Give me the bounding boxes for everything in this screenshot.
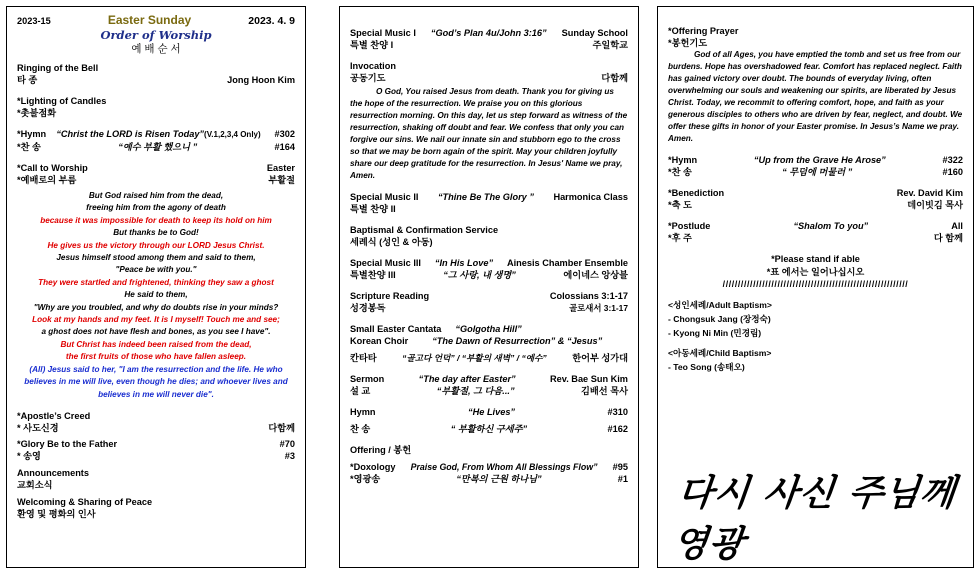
announcements-item: Announcements	[17, 467, 89, 478]
child-baptism-person: - Teo Song (송태오)	[668, 362, 745, 372]
sermon-title: “The day after Easter”	[418, 374, 516, 384]
apostles-creed-item: *Apostle’s Creed	[17, 410, 91, 421]
scripture-line: But Christ has indeed been raised from the dead,	[60, 339, 252, 349]
service-title: Easter Sunday	[107, 13, 192, 27]
announcements-korean: 교회소식	[17, 479, 53, 490]
candles-korean: *촛불점화	[17, 108, 57, 118]
benediction-korean: *축 도 데이빗김 목사	[668, 200, 963, 210]
scripture-line: the first fruits of those who have fallen asleep.	[65, 352, 247, 362]
hymn-korean-row: *찬 송 “예수 부활 했으니 ” #164	[17, 142, 295, 152]
child-baptism-header: <아동세례/Child Baptism>	[668, 348, 772, 358]
order-korean-heading: 예 배 순 서	[131, 43, 181, 55]
cantata-choir-row: Korean Choir “The Dawn of Resurrection” & “Jesus”	[350, 336, 603, 346]
scripture-reading-item: Scripture Reading Colossians 3:1-17	[350, 291, 628, 301]
call-to-worship-korean: *예배로의 부름 부활절	[17, 175, 295, 185]
bulletin-number: 2023-15	[17, 16, 51, 26]
hymn-item-3: *Hymn “Up from the Grave He Arose” #322	[668, 155, 963, 165]
adult-baptism-person: - Chongsuk Jang (장정숙)	[668, 314, 771, 324]
postlude-korean: *후 주 다 함께	[668, 233, 963, 243]
cantata-item: Small Easter Cantata “Golgotha Hill”	[350, 324, 522, 334]
sermon-korean: 설 교 “부활절, 그 다음...” 김배선 목사	[350, 386, 628, 396]
hymn-verses: (V.1,2,3,4 Only)	[204, 130, 261, 139]
service-date: 2023. 4. 9	[248, 15, 295, 27]
doxology-item: *Doxology Praise God, From Whom All Blessings Flow” #95	[350, 462, 628, 472]
candles-item: *Lighting of Candles	[17, 96, 107, 106]
call-to-worship-item: *Call to Worship Easter	[17, 163, 295, 173]
hymn-3-korean: *찬 송 “ 무덤에 머물러 ” #160	[668, 167, 963, 177]
special-music-1-title: “God’s Plan 4u/John 3:16”	[430, 28, 547, 38]
scripture-line: (All) Jesus said to her, "I am the resurrection and the life. He who	[29, 364, 283, 374]
special-music-2-title: “Thine Be The Glory ”	[437, 192, 534, 202]
closing-hymn-item: Hymn “He Lives” #310	[350, 407, 628, 417]
bulletin-panel-closing	[657, 6, 974, 568]
special-music-2-korean: 특별 찬양 II	[350, 204, 396, 214]
hymn-korean-number: #164	[274, 142, 295, 152]
doxology-korean: *영광송 “만복의 근원 하나님” #1	[350, 474, 628, 484]
scripture-line: believes in me will live, even though he dies; and whoever lives and	[24, 377, 288, 387]
cantata-korean: 칸타타 “골고다 언덕” / “부활의 새벽” / “예수” 한어부 성가대	[350, 353, 628, 363]
special-music-2-item: Special Music II “Thine Be The Glory ” Harmonica Class	[350, 192, 628, 202]
hymn-item: *Hymn “Christ the LORD is Risen Today”(V.1,2,3,4 Only) #302	[17, 129, 295, 139]
cantata-title-1: “Golgotha Hill”	[455, 324, 522, 334]
scripture-line: believes in me will never die".	[98, 389, 214, 399]
offering-item: Offering / 봉헌	[350, 445, 412, 455]
gloria-korean: * 송영 #3	[17, 450, 295, 461]
stand-note: *Please stand if able	[771, 254, 860, 264]
scripture-line: But thanks be to God!	[113, 228, 199, 238]
bulletin-panel-order-of-worship	[6, 6, 306, 568]
special-music-3-item: Special Music III “In His Love” Ainesis Chamber Ensemble	[350, 258, 628, 268]
baptism-korean: 세례식 (성인 & 아동)	[350, 237, 433, 247]
special-music-3-title: “In His Love”	[434, 258, 494, 268]
hymn-number: #302	[274, 129, 295, 139]
special-music-1-korean: 특별 찬양 I 주일학교	[350, 40, 628, 50]
preacher: Rev. Bae Sun Kim	[550, 374, 628, 384]
stand-note-korean: *표 에서는 일어나십시오	[766, 267, 865, 277]
bulletin-panel-middle	[339, 6, 639, 568]
bulletin-header	[17, 13, 295, 28]
invocation-item: Invocation	[350, 61, 396, 71]
scripture-line: Look at my hands and my feet. It is I myself! Touch me and see;	[32, 315, 280, 325]
divider-slashes: /////////////////////////////////////////////////////////////	[722, 279, 909, 289]
scripture-line: a ghost does not have flesh and bones, as you see I have".	[41, 327, 271, 337]
scripture-line: He gives us the victory through our LORD Jesus Christ.	[47, 240, 265, 250]
baptism-item: Baptismal & Confirmation Service	[350, 225, 499, 235]
adult-baptism-person: - Kyong Ni Min (민경림)	[668, 328, 762, 338]
order-of-worship-heading: Order of Worship	[100, 28, 212, 42]
scripture-line: They were startled and frightened, thinking they saw a ghost	[38, 277, 274, 287]
scripture-line: He said to them,	[124, 290, 188, 300]
scripture-line: Jesus himself stood among them and said to them,	[56, 253, 256, 263]
scripture-line: because it was impossible for death to keep its hold on him	[40, 215, 272, 225]
scripture-reading-korean: 성경봉독 골로새서 3:1-17	[350, 303, 628, 313]
scripture-line: "Why are you troubled, and why do doubts rise in your minds?	[33, 302, 279, 312]
sermon-item: Sermon “The day after Easter” Rev. Bae Sun Kim	[350, 374, 628, 384]
postlude-item: *Postlude “Shalom To you” All	[668, 221, 963, 231]
hymn-title: “Christ the LORD is Risen Today”	[56, 129, 205, 139]
invocation-korean: 공동기도 다함께	[350, 73, 628, 83]
scripture-line: freeing him from the agony of death	[86, 203, 226, 213]
adult-baptism-header: <성인세례/Adult Baptism>	[668, 300, 772, 310]
offering-prayer-text: God of all Ages, you have emptied the tomb and set us free from our burdens. Hope has overshadowed fear. Comfort has replaced neglect. Faith has gained victory over doubt. The bounds of everyday living, often overwhelming our souls and weakening our spirits, are liberated by Jesus Christ. Today, we recommit to offering comfort, hope, and faith as your generous disciples to others who are driven by fear, neglect, and doubt. We offer these gifts in honor of your Easter promise. In Jesus’s Name we pray. Amen.	[668, 50, 963, 143]
special-music-3-korean: 특별찬양 III “그 사랑, 내 생명” 에이네스 앙상블	[350, 270, 628, 280]
hymn-korean-title: “예수 부활 했으니 ”	[118, 142, 198, 152]
hymn-3-title: “Up from the Grave He Arose”	[753, 155, 886, 165]
gloria-item: *Glory Be to the Father #70	[17, 438, 295, 449]
closing-hymn-korean: 찬 송 “ 부활하신 구세주” #162	[350, 424, 628, 434]
welcome-korean: 환영 및 평화의 인사	[17, 508, 96, 519]
benediction-item: *Benediction Rev. David Kim	[668, 188, 963, 198]
cantata-title-2: “The Dawn of Resurrection” & “Jesus”	[432, 336, 603, 346]
bell-item: Ringing of the Bell	[17, 63, 99, 73]
scripture-line: "Peace be with you."	[115, 265, 197, 275]
apostles-creed-korean: * 사도신경 다함께	[17, 422, 295, 433]
bell-person: Jong Hoon Kim	[227, 75, 295, 85]
call-to-worship-scripture	[17, 190, 295, 401]
bell-korean-row: 타 종 Jong Hoon Kim	[17, 75, 295, 85]
offering-prayer-item: *Offering Prayer	[668, 26, 739, 36]
offering-prayer-korean: *봉헌기도	[668, 38, 708, 48]
special-music-1-item: Special Music I “God’s Plan 4u/John 3:16” Sunday School	[350, 28, 628, 38]
calligraphy-glory-to-risen-lord: 다시 사신 주님께 영광	[670, 472, 959, 565]
invocation-prayer-text: O God, You raised Jesus from death. Thank you for giving us the hope of the resurrection. We praise you on this glorious resurrection morning. On this day, let us step forward as witness of the resurrection, shaking off doubt and fear. We confess that only you can forgive our sins. We nail our innate sin and stubborn ego to the cross so that we may be born again of the spirit. May your children joyfully share our deep gratitude for the resurrection. In Jesus' Name we pray, Amen.	[350, 87, 628, 180]
welcome-item: Welcoming & Sharing of Peace	[17, 496, 153, 507]
scripture-line: But God raised him from the dead,	[88, 191, 224, 200]
